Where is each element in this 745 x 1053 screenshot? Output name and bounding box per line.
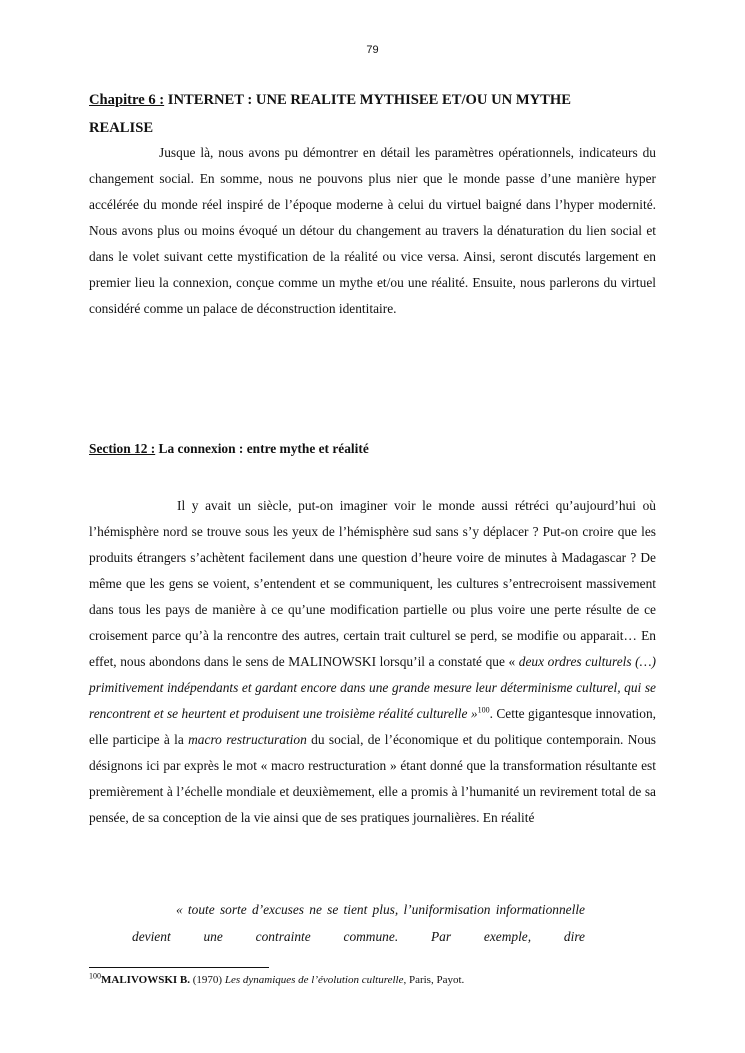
footnote-author: MALIVOWSKI B. bbox=[101, 974, 191, 986]
body-citation: deux ordres culturels (…) primitivement indépendants et gardant encore dans une grande mesure leur déterminisme culturel, qui se rencontrent et se heurtent et produisent une troisième réalité culturelle bbox=[89, 654, 656, 721]
footnote-title: Les dynamiques de l’évolution culturelle bbox=[224, 974, 404, 986]
section-label: Section 12 : bbox=[89, 441, 156, 456]
footnote-number: 100 bbox=[89, 971, 101, 981]
intro-paragraph bbox=[89, 140, 656, 322]
chapter-title-line1: INTERNET : UNE REALITE MYTHISEE ET/OU UN MYTHE bbox=[164, 92, 571, 108]
quote-text: « toute sorte d’excuses ne se tient plus, l’uniformisation informationnelle devient une contrainte commune. Par exemple, dire bbox=[132, 902, 585, 944]
section-heading bbox=[89, 441, 656, 457]
body-paragraph bbox=[89, 493, 656, 831]
body-emphasis: macro restructuration bbox=[188, 732, 307, 747]
footnote-rest: , Paris, Payot. bbox=[403, 974, 465, 986]
chapter-heading bbox=[89, 86, 656, 142]
body-part3: . Cette gigantesque innovation, elle participe à la bbox=[89, 706, 657, 747]
body-part2: » bbox=[467, 706, 478, 721]
chapter-title-line2: REALISE bbox=[89, 120, 154, 136]
page-number: 79 bbox=[366, 44, 379, 56]
body-part4: du social, de l’économique et du politique contemporain. Nous désignons ici par exprès le mot « macro restructuration » étant donné que la transformation résultante est premièrement à l’échelle mondiale et deuxièmement, elle a promis à l’humanité un revirement total de sa pensée, de sa conception de la vie ainsi que de ses pratiques journalières. En réalité bbox=[89, 732, 656, 825]
block-quote bbox=[132, 896, 585, 950]
footnote bbox=[89, 971, 465, 986]
footnote-ref: 100 bbox=[477, 705, 490, 715]
intro-text: Jusque là, nous avons pu démontrer en détail les paramètres opérationnels, indicateurs du changement social. En somme, nous ne pouvons plus nier que le monde passe d’une manière hyper accélérée du monde réel inspiré de l’époque moderne à celui du virtuel baigné dans l’hyper modernité. Nous avons plus ou moins évoqué un détour du changement au travers la dénaturation du lien social et dans le volet suivant cette mystification de la réalité ou vice versa. Ainsi, seront discutés largement en premier lieu la connexion, conçue comme un mythe et/ou une réalité. Ensuite, nous parlerons du virtuel considéré comme un palace de déconstruction identitaire. bbox=[89, 145, 656, 316]
footnote-year: (1970) bbox=[190, 974, 225, 986]
footnote-divider bbox=[89, 967, 269, 968]
section-title: La connexion : entre mythe et réalité bbox=[155, 441, 369, 456]
body-part1: Il y avait un siècle, put-on imaginer voir le monde aussi rétréci qu’aujourd’hui où l’hémisphère nord se trouve sous les yeux de l’hémisphère sud sans s’y déplacer ? Put-on croire que les produits étrangers s’achètent facilement dans une question d’heure voire de minutes à Madagascar ? De même que les gens se voient, s’entendent et se communiquent, les cultures s’entrecroisent massivement dans tous les pays de manière à ce qu’une modification partielle ou plus voire une perte résulte de ce croisement parce qu’à la rencontre des autres, certain trait culturel se perd, se modifie ou apparait… En effet, nous abondons dans le sens de MALINOWSKI lorsqu’il a constaté que « bbox=[89, 498, 656, 669]
chapter-label: Chapitre 6 : bbox=[89, 92, 165, 108]
